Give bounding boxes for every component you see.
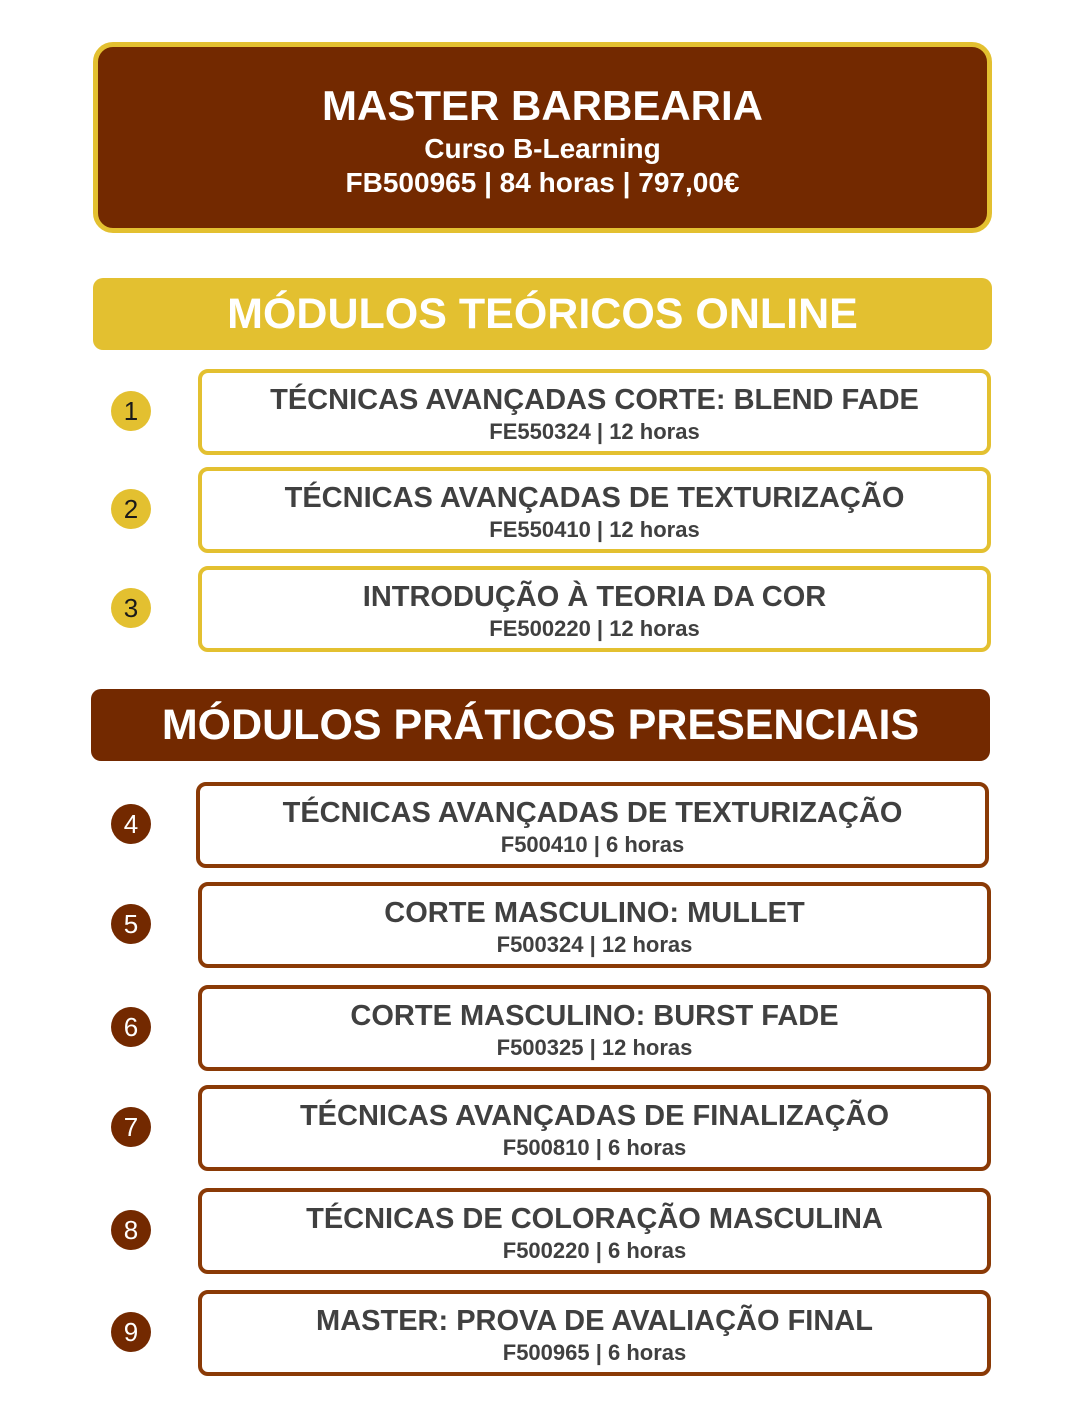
module-card <box>198 985 991 1071</box>
module-row-3 <box>0 566 1080 652</box>
module-row-8 <box>0 1188 1080 1274</box>
course-subtitle: Curso B-Learning <box>424 133 661 164</box>
module-code: F500410 | 6 horas <box>500 832 685 857</box>
module-code: F500324 | 12 horas <box>496 932 693 957</box>
module-title: TÉCNICAS AVANÇADAS DE TEXTURIZAÇÃO <box>284 482 905 514</box>
module-title: TÉCNICAS AVANÇADAS DE TEXTURIZAÇÃO <box>282 797 903 829</box>
module-title: TÉCNICAS AVANÇADAS CORTE: BLEND FADE <box>270 384 919 416</box>
module-title: CORTE MASCULINO: MULLET <box>384 897 805 929</box>
module-row-2 <box>0 467 1080 553</box>
module-card <box>198 1290 991 1376</box>
module-card <box>198 467 991 553</box>
module-code: F500220 | 6 horas <box>502 1238 687 1263</box>
module-number-badge: 5 <box>111 904 151 944</box>
module-number-badge: 1 <box>111 391 151 431</box>
module-number-badge: 8 <box>111 1210 151 1250</box>
module-code: FE500220 | 12 horas <box>489 616 700 641</box>
practical-modules-heading: MÓDULOS PRÁTICOS PRESENCIAIS <box>91 689 990 761</box>
module-code: FE550410 | 12 horas <box>489 517 700 542</box>
module-row-1 <box>0 369 1080 455</box>
module-card <box>198 566 991 652</box>
course-header <box>93 42 992 233</box>
course-title: MASTER BARBEARIA <box>322 82 763 129</box>
module-row-6 <box>0 985 1080 1071</box>
module-number-badge: 2 <box>111 489 151 529</box>
module-row-9 <box>0 1290 1080 1376</box>
module-title: INTRODUÇÃO À TEORIA DA COR <box>362 581 827 613</box>
module-code: FE550324 | 12 horas <box>489 419 700 444</box>
module-code: F500810 | 6 horas <box>502 1135 687 1160</box>
module-row-4 <box>0 782 1080 868</box>
module-title: MASTER: PROVA DE AVALIAÇÃO FINAL <box>316 1305 873 1337</box>
module-title: TÉCNICAS DE COLORAÇÃO MASCULINA <box>306 1203 883 1235</box>
module-card <box>198 882 991 968</box>
module-number-badge: 3 <box>111 588 151 628</box>
module-card <box>198 369 991 455</box>
module-row-5 <box>0 882 1080 968</box>
module-card <box>198 1085 991 1171</box>
course-details: FB500965 | 84 horas | 797,00€ <box>345 167 740 198</box>
online-modules-heading: MÓDULOS TEÓRICOS ONLINE <box>93 278 992 350</box>
module-number-badge: 7 <box>111 1107 151 1147</box>
module-code: F500325 | 12 horas <box>496 1035 693 1060</box>
module-number-badge: 6 <box>111 1007 151 1047</box>
module-number-badge: 4 <box>111 804 151 844</box>
module-title: CORTE MASCULINO: BURST FADE <box>350 1000 839 1032</box>
module-card <box>198 1188 991 1274</box>
module-title: TÉCNICAS AVANÇADAS DE FINALIZAÇÃO <box>299 1100 890 1132</box>
module-row-7 <box>0 1085 1080 1171</box>
module-code: F500965 | 6 horas <box>502 1340 687 1365</box>
module-number-badge: 9 <box>111 1312 151 1352</box>
module-card <box>196 782 989 868</box>
